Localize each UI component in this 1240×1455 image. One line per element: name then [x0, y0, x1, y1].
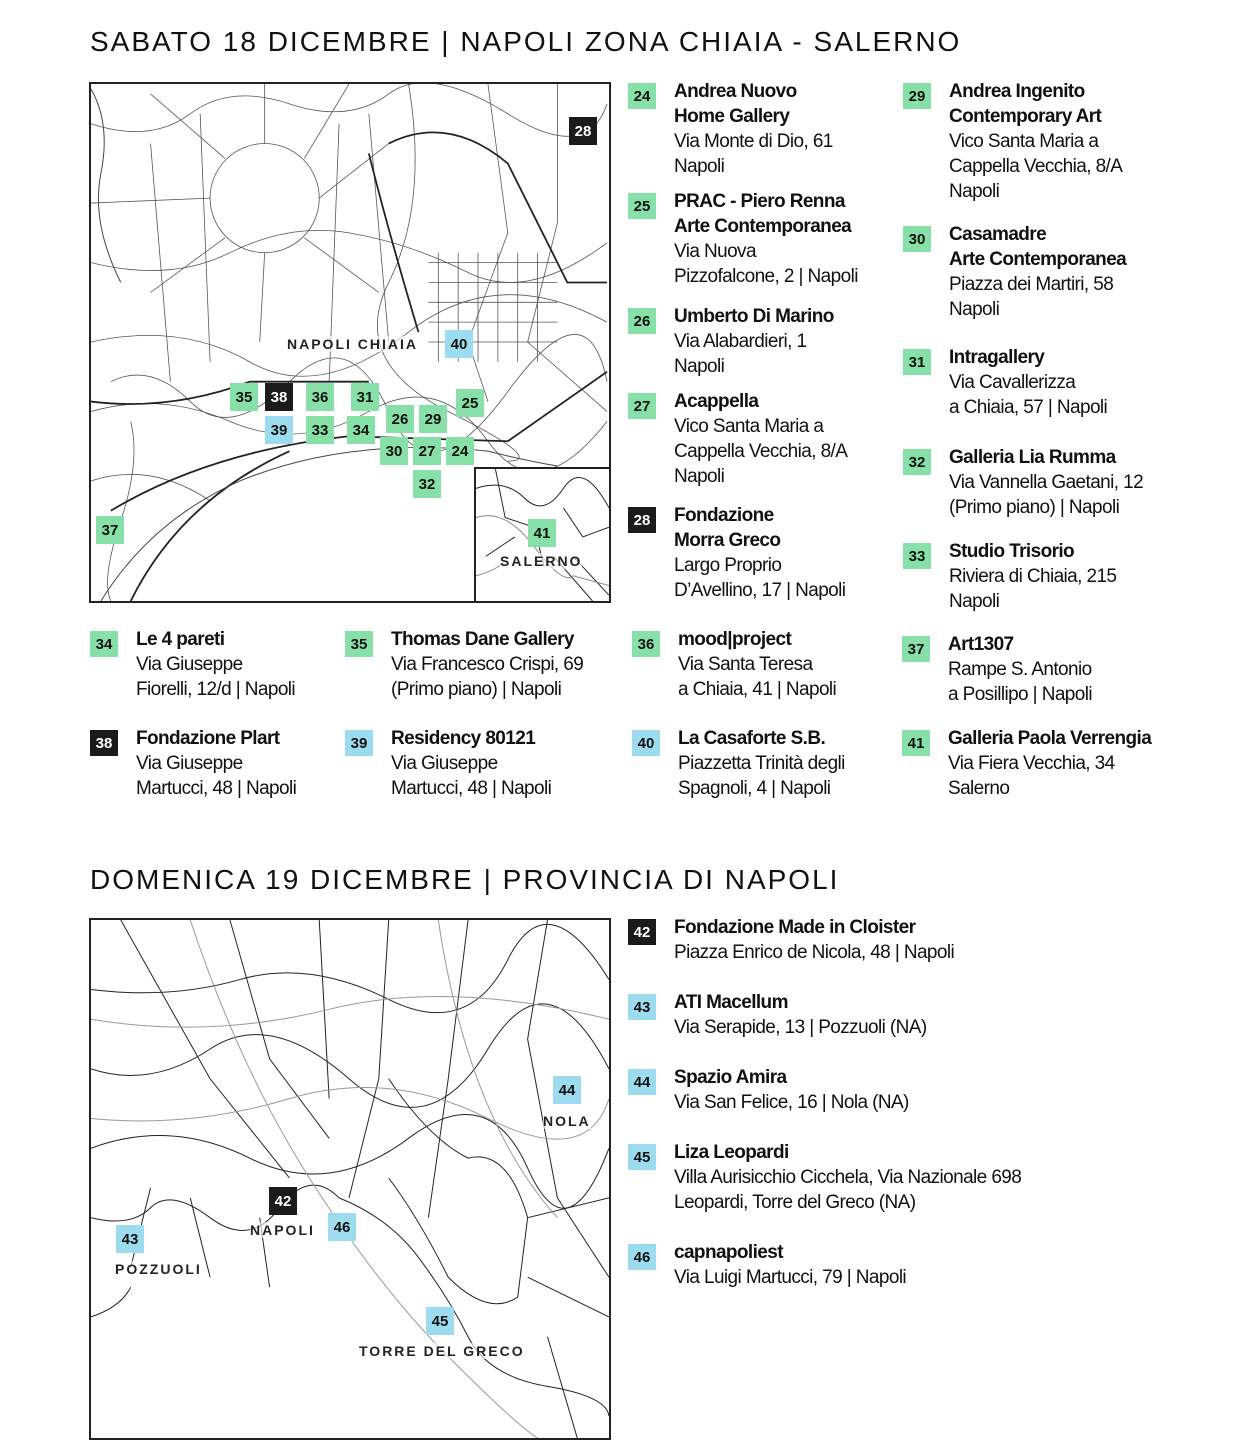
venue-name: Andrea Nuovo Home Gallery	[674, 81, 797, 127]
venue-45	[628, 1140, 1021, 1215]
venue-address: Via Nuova Pizzofalcone, 2 | Napoli	[674, 241, 858, 287]
map-pin-26[interactable]: 26	[386, 405, 414, 433]
venue-24	[628, 79, 833, 179]
venue-number-badge: 31	[903, 349, 931, 375]
venue-name: capnapoliest	[674, 1242, 783, 1263]
venue-name: Umberto Di Marino	[674, 306, 834, 327]
venue-name: Fondazione Morra Greco	[674, 505, 781, 551]
venue-number-badge: 39	[345, 730, 373, 756]
venue-name: Intragallery	[949, 347, 1045, 368]
venue-41	[902, 726, 1151, 801]
venue-address: Rampe S. Antonio a Posillipo | Napoli	[948, 659, 1092, 705]
venue-address: Piazza dei Martiri, 58 Napoli	[949, 274, 1114, 320]
venue-address: Via Serapide, 13 | Pozzuoli (NA)	[674, 1017, 927, 1038]
venue-address: Via Francesco Crispi, 69 (Primo piano) | Napoli	[391, 654, 584, 700]
map-pin-32[interactable]: 32	[413, 470, 441, 498]
venue-name: La Casaforte S.B.	[678, 728, 826, 749]
map-pin-30[interactable]: 30	[380, 437, 408, 465]
venue-address: Via Monte di Dio, 61 Napoli	[674, 131, 833, 177]
venue-address: Via San Felice, 16 | Nola (NA)	[674, 1092, 909, 1113]
map-pin-25[interactable]: 25	[456, 389, 484, 417]
venue-number-badge: 34	[90, 631, 118, 657]
section-title-sunday: DOMENICA 19 DICEMBRE | PROVINCIA DI NAPOLI	[90, 864, 840, 895]
venue-39	[345, 726, 551, 801]
map-pin-28[interactable]: 28	[569, 117, 597, 145]
venue-name: Liza Leopardi	[674, 1142, 789, 1163]
venue-25	[628, 189, 858, 289]
venue-number-badge: 42	[628, 919, 656, 945]
venue-number-badge: 45	[628, 1144, 656, 1170]
venue-number-badge: 46	[628, 1244, 656, 1270]
venue-32	[903, 445, 1143, 520]
venue-address: Via Santa Teresa a Chiaia, 41 | Napoli	[678, 654, 837, 700]
venue-name: Galleria Lia Rumma	[949, 447, 1116, 468]
map-pin-46[interactable]: 46	[328, 1213, 356, 1241]
venue-number-badge: 25	[628, 193, 656, 219]
map-pin-35[interactable]: 35	[230, 383, 258, 411]
venue-name: PRAC - Piero Renna Arte Contemporanea	[674, 191, 852, 237]
map-pin-45[interactable]: 45	[426, 1307, 454, 1335]
venue-address: Via Giuseppe Martucci, 48 | Napoli	[391, 753, 552, 799]
map-label-salerno: SALERNO	[500, 553, 583, 569]
venue-35	[345, 627, 583, 702]
map-pin-42[interactable]: 42	[269, 1187, 297, 1215]
venue-address: Vico Santa Maria a Cappella Vecchia, 8/A Napoli	[949, 131, 1123, 202]
venue-address: Via Luigi Martucci, 79 | Napoli	[674, 1267, 907, 1288]
venue-number-badge: 24	[628, 83, 656, 109]
venue-number-badge: 40	[632, 730, 660, 756]
map-pin-29[interactable]: 29	[419, 405, 447, 433]
map-pin-44[interactable]: 44	[553, 1076, 581, 1104]
venue-address: Piazza Enrico de Nicola, 48 | Napoli	[674, 942, 955, 963]
map-pin-36[interactable]: 36	[306, 383, 334, 411]
map-pin-27[interactable]: 27	[413, 437, 441, 465]
venue-28	[628, 503, 845, 603]
map-pin-41[interactable]: 41	[528, 519, 556, 547]
venue-name: Studio Trisorio	[949, 541, 1075, 562]
venue-43	[628, 990, 927, 1040]
venue-31	[903, 345, 1107, 420]
map-label-torre-del-greco: TORRE DEL GRECO	[359, 1343, 525, 1359]
venue-number-badge: 36	[632, 631, 660, 657]
venue-number-badge: 27	[628, 393, 656, 419]
venue-address: Via Giuseppe Martucci, 48 | Napoli	[136, 753, 297, 799]
venue-address: Via Alabardieri, 1 Napoli	[674, 331, 807, 377]
map-pin-34[interactable]: 34	[347, 416, 375, 444]
map-label-napoli-chiaia: NAPOLI CHIAIA	[287, 336, 418, 352]
venue-name: ATI Macellum	[674, 992, 788, 1013]
venue-number-badge: 44	[628, 1069, 656, 1095]
venue-name: Residency 80121	[391, 728, 536, 749]
section-title-saturday: SABATO 18 DICEMBRE | NAPOLI ZONA CHIAIA - SALERNO	[90, 26, 962, 57]
venue-address: Piazzetta Trinità degli Spagnoli, 4 | Napoli	[678, 753, 845, 799]
venue-address: Via Vannella Gaetani, 12 (Primo piano) | Napoli	[949, 472, 1144, 518]
venue-name: mood|project	[678, 629, 792, 650]
venue-number-badge: 35	[345, 631, 373, 657]
map-pin-37[interactable]: 37	[96, 516, 124, 544]
venue-address: Villa Aurisicchio Cicchela, Via Nazionale 698 Leopardi, Torre del Greco (NA)	[674, 1167, 1022, 1213]
venue-name: Spazio Amira	[674, 1067, 787, 1088]
venue-number-badge: 26	[628, 308, 656, 334]
venue-46	[628, 1240, 906, 1290]
map-label-pozzuoli: POZZUOLI	[115, 1261, 202, 1277]
venue-number-badge: 30	[903, 226, 931, 252]
venue-30	[903, 222, 1126, 322]
venue-address: Vico Santa Maria a Cappella Vecchia, 8/A Napoli	[674, 416, 848, 487]
venue-42	[628, 915, 954, 965]
venue-name: Andrea Ingenito Contemporary Art	[949, 81, 1102, 127]
map-pin-43[interactable]: 43	[116, 1225, 144, 1253]
venue-26	[628, 304, 834, 379]
map-pin-31[interactable]: 31	[351, 383, 379, 411]
venue-address: Via Giuseppe Fiorelli, 12/d | Napoli	[136, 654, 296, 700]
venue-number-badge: 38	[90, 730, 118, 756]
venue-number-badge: 33	[903, 543, 931, 569]
map-label-nola: NOLA	[543, 1113, 591, 1129]
map-pin-38[interactable]: 38	[265, 383, 293, 411]
venue-address: Via Fiera Vecchia, 34 Salerno	[948, 753, 1115, 799]
venue-38	[90, 726, 296, 801]
venue-40	[632, 726, 845, 801]
venue-name: Fondazione Plart	[136, 728, 280, 749]
venue-name: Art1307	[948, 634, 1014, 655]
map-pin-24[interactable]: 24	[446, 437, 474, 465]
venue-number-badge: 41	[902, 730, 930, 756]
map-pin-39[interactable]: 39	[265, 416, 293, 444]
venue-29	[903, 79, 1122, 204]
venue-name: Thomas Dane Gallery	[391, 629, 574, 650]
venue-44	[628, 1065, 909, 1115]
venue-27	[628, 389, 847, 489]
venue-number-badge: 43	[628, 994, 656, 1020]
road-network	[91, 920, 609, 1438]
venue-name: Casamadre Arte Contemporanea	[949, 224, 1127, 270]
venue-address: Via Cavallerizza a Chiaia, 57 | Napoli	[949, 372, 1108, 418]
venue-number-badge: 29	[903, 83, 931, 109]
venue-number-badge: 28	[628, 507, 656, 533]
inset-map-salerno[interactable]	[474, 467, 611, 603]
venue-address: Riviera di Chiaia, 215 Napoli	[949, 566, 1117, 612]
venue-name: Le 4 pareti	[136, 629, 225, 650]
venue-number-badge: 32	[903, 449, 931, 475]
venue-36	[632, 627, 836, 702]
venue-name: Galleria Paola Verrengia	[948, 728, 1152, 749]
venue-34	[90, 627, 295, 702]
map-provincia-napoli[interactable]	[89, 918, 611, 1440]
map-pin-33[interactable]: 33	[306, 416, 334, 444]
map-label-napoli: NAPOLI	[250, 1222, 315, 1238]
venue-name: Fondazione Made in Cloister	[674, 917, 916, 938]
map-napoli-chiaia[interactable]	[89, 82, 611, 603]
venue-name: Acappella	[674, 391, 759, 412]
venue-33	[903, 539, 1116, 614]
map-pin-40[interactable]: 40	[445, 330, 473, 358]
venue-37	[902, 632, 1092, 707]
venue-number-badge: 37	[902, 636, 930, 662]
venue-address: Largo Proprio D’Avellino, 17 | Napoli	[674, 555, 846, 601]
